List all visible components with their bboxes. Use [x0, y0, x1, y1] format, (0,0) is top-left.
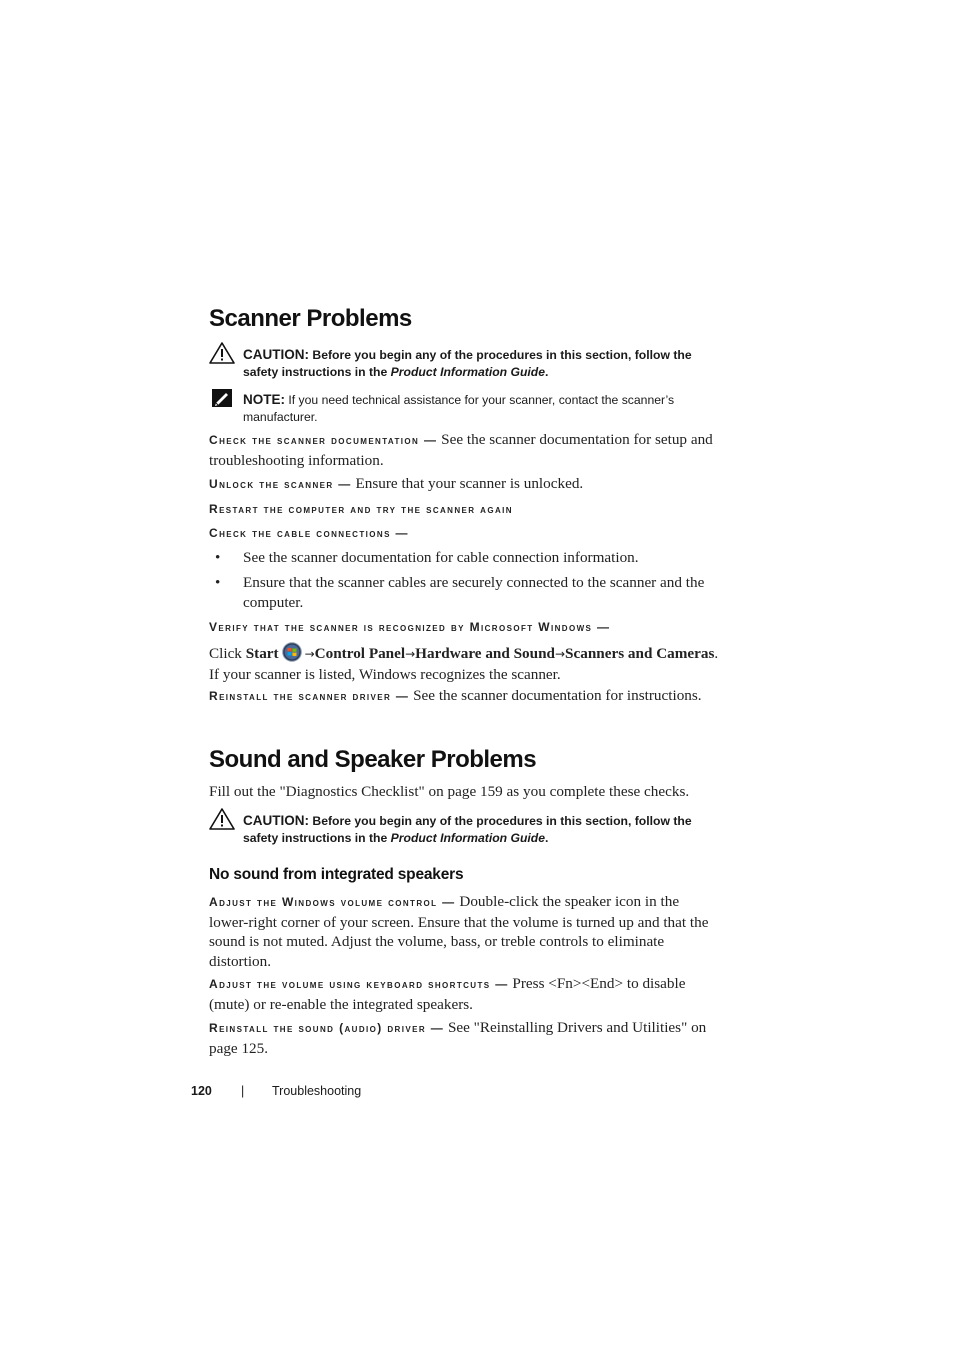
unlock-scanner-item: [209, 474, 721, 495]
page-number: 120: [191, 1084, 212, 1098]
windows-start-icon: [282, 642, 302, 662]
caution-guide-name: Product Information Guide: [390, 831, 546, 845]
caution-text: Before you begin any of the procedures in this section, follow the safety instructions in the: [243, 348, 692, 379]
caution-label: CAUTION:: [243, 813, 309, 828]
item-text: See "Reinstalling Drivers and Utilities" on page 125.: [209, 1019, 707, 1057]
check-documentation-item: [209, 430, 721, 470]
verify-windows-instructions: Click Start →Control Panel→Hardware and Sound→Scanners and Cameras. If your scanner is listed, Windows recognizes the scanner.: [209, 642, 721, 684]
item-heading: Reinstall the scanner driver —: [209, 689, 410, 703]
caution-icon: [209, 808, 235, 830]
bullet-marker: •: [215, 574, 221, 591]
item-heading: Check the cable connections —: [209, 526, 409, 540]
adjust-windows-volume-item: [209, 892, 721, 971]
sound-intro: Fill out the "Diagnostics Checklist" on page 159 as you complete these checks.: [209, 783, 690, 800]
item-heading: Restart the computer and try the scanner again: [209, 502, 513, 516]
item-text: Ensure that your scanner is unlocked.: [355, 475, 584, 492]
caution-guide-name: Product Information Guide: [390, 365, 546, 379]
subheading-no-sound: No sound from integrated speakers: [209, 866, 464, 883]
note-text: If you need technical assistance for your scanner, contact the scanner’s manufacturer.: [243, 393, 675, 424]
adjust-keyboard-volume-item: [209, 974, 721, 1014]
item-text: See the scanner documentation for setup and troubleshooting information.: [209, 431, 713, 469]
item-text: Double-click the speaker icon in the lower-right corner of your screen. Ensure that the volume is turned up and that the sound is not muted. Adjust the volume, bass, or treble controls to eliminate distortion.: [209, 893, 709, 970]
item-heading: Adjust the volume using keyboard shortcuts —: [209, 977, 509, 991]
footer-section-name: Troubleshooting: [272, 1084, 362, 1098]
check-cable-item: [209, 523, 721, 544]
caution-notice-sound: CAUTION: Before you begin any of the procedures in this section, follow the safety instructions in the Product Information Guide.: [209, 812, 721, 847]
item-heading: Verify that the scanner is recognized by Microsoft Windows —: [209, 620, 611, 634]
item-heading: Unlock the scanner —: [209, 477, 352, 491]
footer-separator: |: [241, 1084, 245, 1098]
scanners-cameras-label: Scanners and Cameras: [565, 645, 715, 662]
list-item: • Ensure that the scanner cables are securely connected to the scanner and the computer.: [215, 574, 705, 611]
item-text: See the scanner documentation for instructions.: [413, 687, 702, 704]
caution-icon: [209, 342, 235, 364]
section-title-scanner: Scanner Problems: [209, 305, 412, 332]
item-heading: Adjust the Windows volume control —: [209, 895, 456, 909]
section-title-sound: Sound and Speaker Problems: [209, 746, 537, 773]
caution-notice-scanner: CAUTION: Before you begin any of the procedures in this section, follow the safety instructions in the Product Information Guide.: [209, 346, 721, 381]
item-heading: Check the scanner documentation —: [209, 433, 438, 447]
list-item: • See the scanner documentation for cable connection information.: [215, 549, 639, 566]
verify-windows-item: [209, 617, 721, 638]
caution-label: CAUTION:: [243, 347, 309, 362]
note-label: NOTE:: [243, 392, 285, 407]
note-notice-scanner: [209, 391, 721, 426]
reinstall-scanner-driver-item: [209, 686, 721, 707]
control-panel-label: Control Panel: [314, 645, 406, 662]
note-pencil-icon: [209, 387, 235, 409]
start-label: Start: [245, 645, 279, 662]
bullet-marker: •: [215, 549, 221, 566]
item-heading: Reinstall the sound (audio) driver —: [209, 1021, 445, 1035]
reinstall-sound-driver-item: [209, 1018, 721, 1058]
item-text: Press <Fn><End> to disable (mute) or re-enable the integrated speakers.: [209, 975, 686, 1013]
restart-computer-item: [209, 499, 721, 520]
caution-text: Before you begin any of the procedures in this section, follow the safety instructions in the: [243, 814, 692, 845]
hardware-sound-label: Hardware and Sound: [415, 645, 555, 662]
